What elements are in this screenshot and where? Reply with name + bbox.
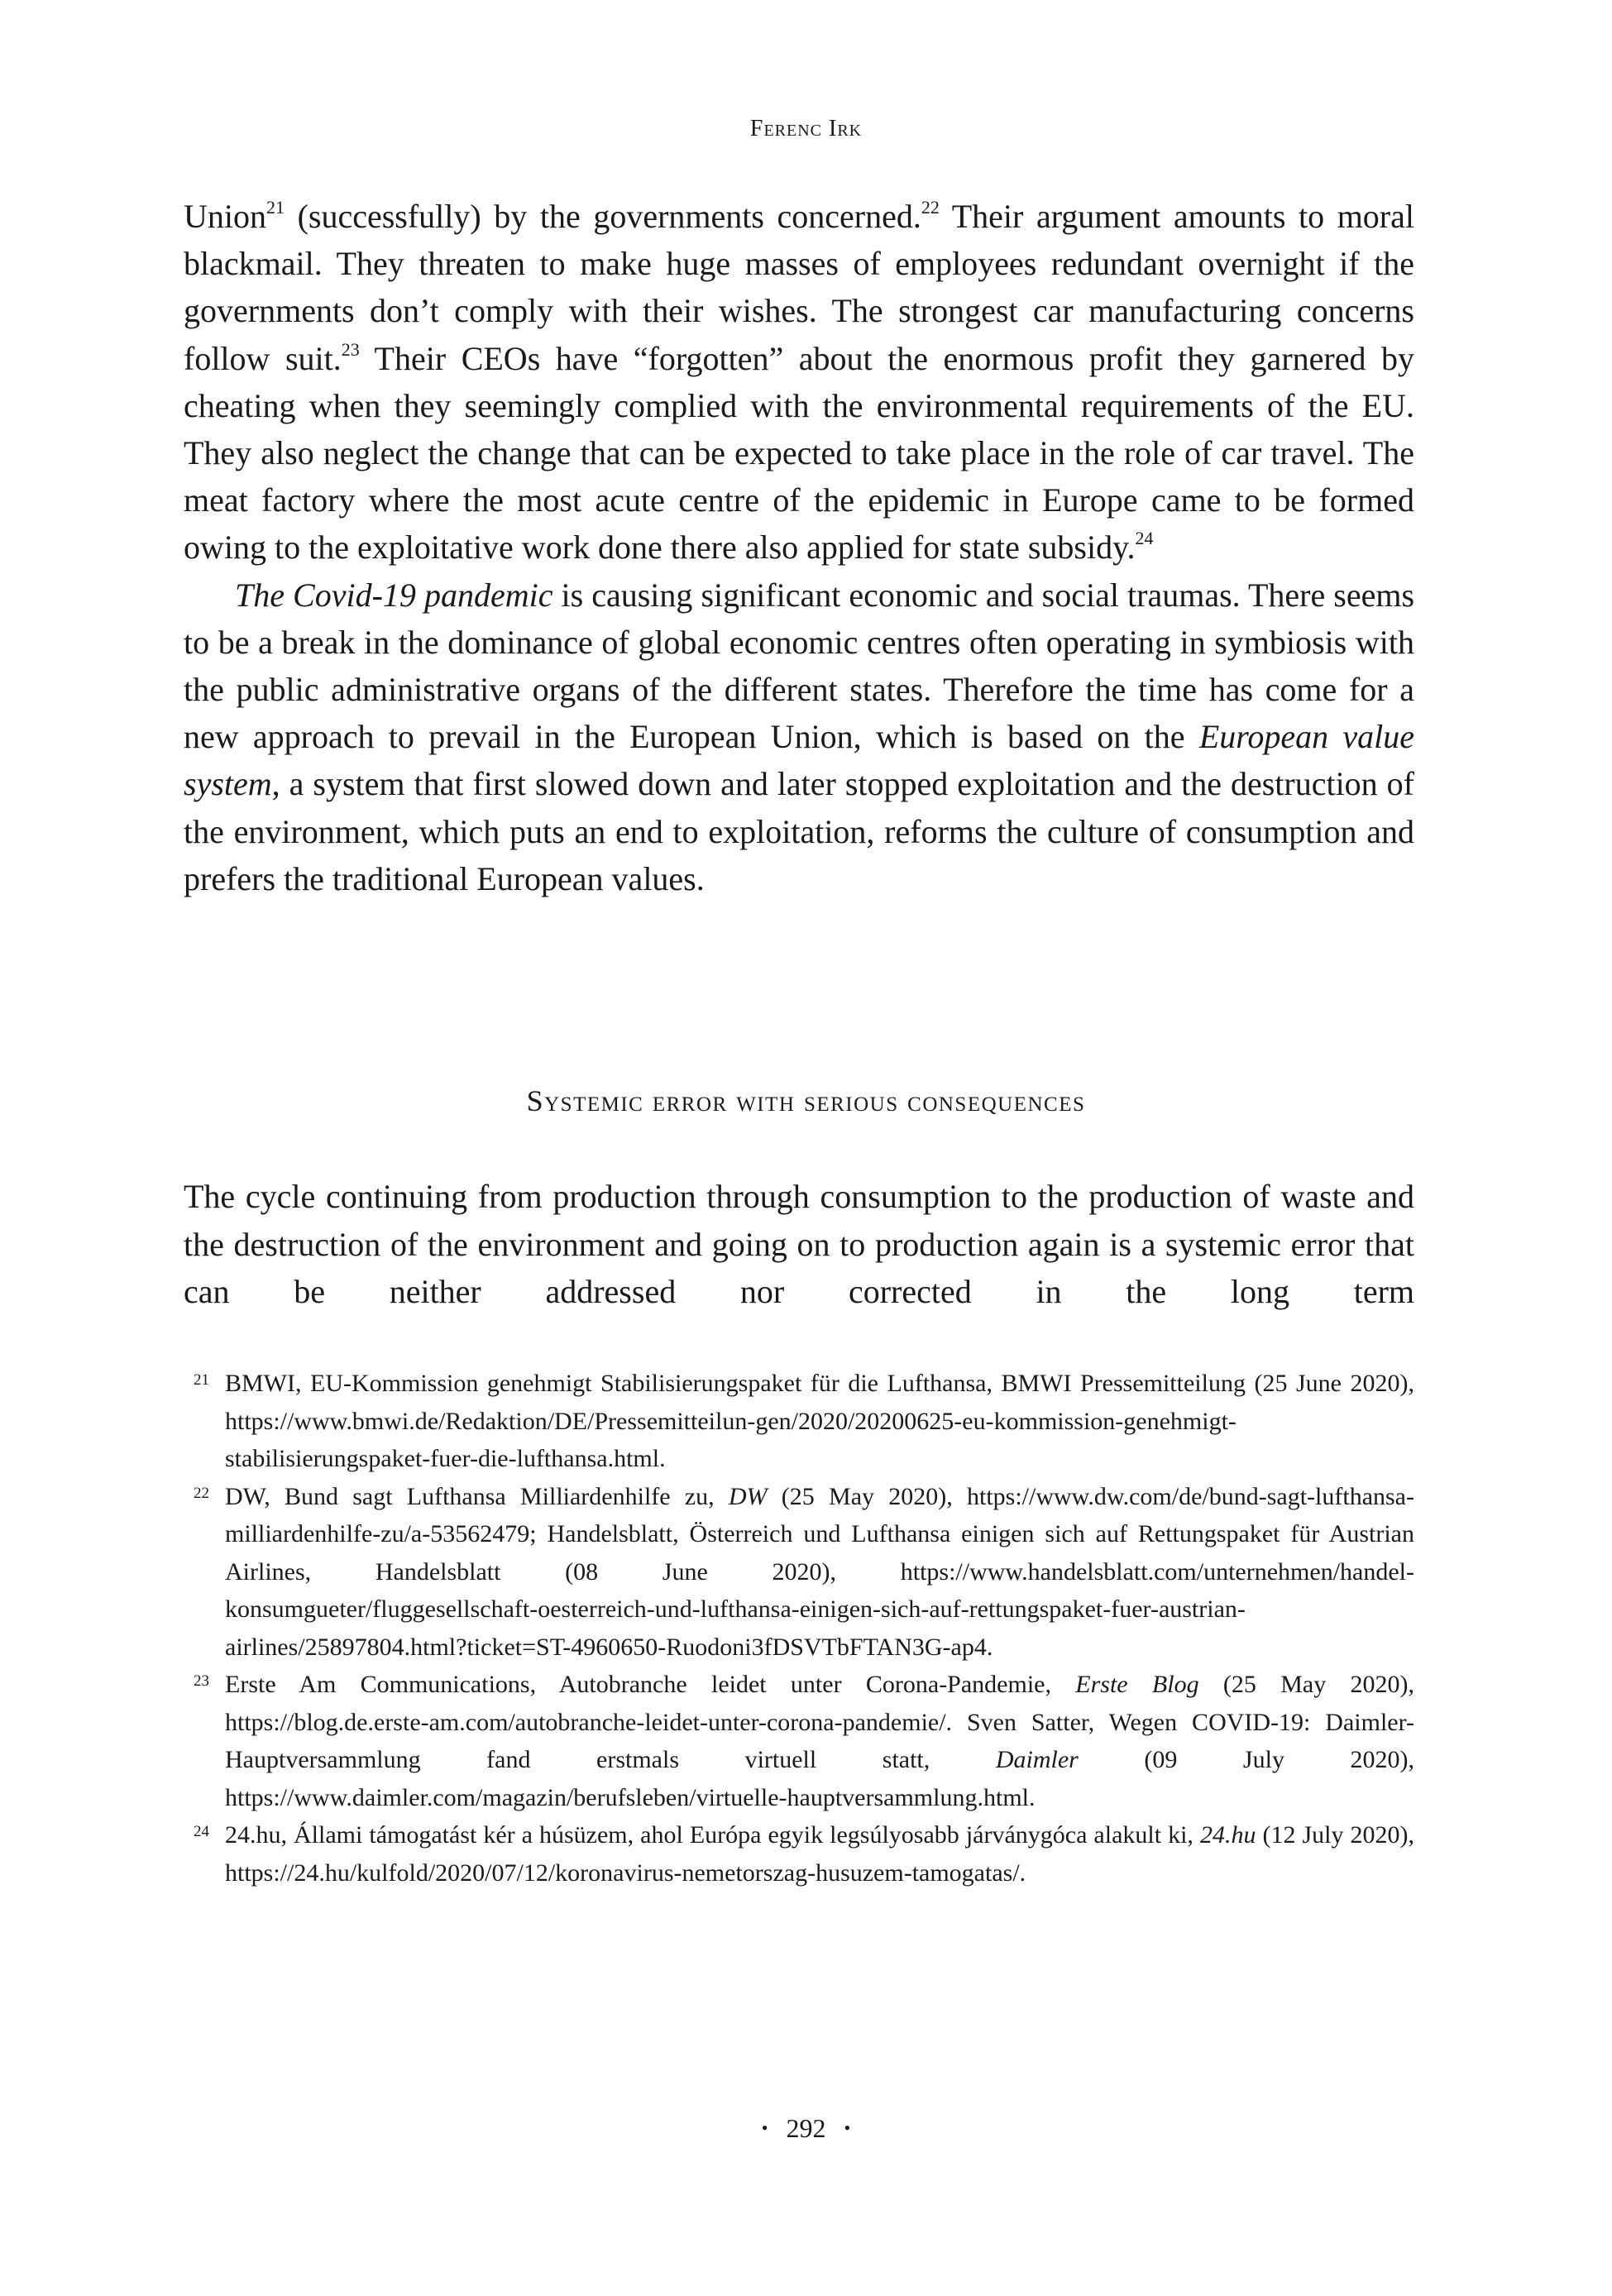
footnote — [184, 1666, 1414, 1816]
bullet-ornament-icon: • — [844, 2117, 851, 2138]
italic-text: Erste Blog — [1075, 1671, 1199, 1698]
italic-text: European value system — [184, 718, 1414, 803]
footnote — [184, 1816, 1414, 1892]
footnote — [184, 1478, 1414, 1667]
section-body-text — [184, 1173, 1414, 1316]
footnote-text: DW, Bund sagt Lufthansa Milliardenhilfe zu, DW (25 May 2020), https://www.dw.com/de/bund-sagt-lufthansa-milliardenhilfe-zu/a-53562479; Handelsblatt, Österreich und Lufthansa einigen sich auf Rettungspaket für Austrian Airlines, Handelsblatt (08 June 2020), https://www.handelsblatt.com/unternehmen/handel-konsumgueter/fluggesellschaft-oesterreich-und-lufthansa-einigen-sich-auf-rettungspaket-fuer-austrian-airlines/25897804.html?ticket=ST-4960650-Ruodoni3fDSVTbFTAN3G-ap4. — [225, 1482, 1414, 1661]
italic-text: 24.hu — [1199, 1821, 1256, 1849]
bullet-ornament-icon: • — [761, 2117, 768, 2138]
italic-text: Daimler — [995, 1746, 1079, 1773]
running-head: Ferenc Irk — [749, 116, 863, 141]
footnote — [184, 1365, 1414, 1478]
page-number: 292 — [786, 2113, 826, 2143]
footnote-text: 24.hu, Állami támogatást kér a húsüzem, ahol Európa egyik legsúlyosabb járványgóca alakult ki, 24.hu (12 July 2020), https://24.hu/kulfold/2020/07/12/koronavirus-nemetorszag-husuzem-tamogatas/. — [225, 1821, 1414, 1887]
italic-text: DW — [728, 1482, 768, 1510]
footnote-reference[interactable]: 23 — [341, 338, 360, 360]
footnote-reference[interactable]: 24 — [1135, 528, 1154, 549]
page-number-footer — [0, 2113, 1612, 2144]
footnote-number: 21 — [194, 1371, 209, 1389]
footnote-number: 24 — [194, 1823, 209, 1840]
footnote-reference[interactable]: 22 — [921, 197, 940, 218]
footnote-number: 23 — [194, 1672, 209, 1690]
paragraph: The Covid-19 pandemic is causing significant economic and social traumas. There seems to be a break in the dominance of global economic centres often operating in symbiosis with the public administrative organs of the different states. Therefore the time has come for a new approach to prevail in the European Union, which is based on the European value system, a system that first slowed down and later stopped exploitation and the destruction of the environment, which puts an end to exploitation, reforms the culture of consumption and prefers the traditional European values. — [184, 576, 1415, 897]
section-heading: Systemic error with serious consequences — [526, 1084, 1086, 1117]
italic-text: The Covid-19 pandemic — [235, 576, 553, 614]
footnote-reference[interactable]: 21 — [266, 197, 285, 218]
body-text — [184, 193, 1414, 902]
footnote-text: Erste Am Communications, Autobranche leidet unter Corona-Pandemie, Erste Blog (25 May 2020), https://blog.de.erste-am.com/autobranche-leidet-unter-corona-pandemie/. Sven Satter, Wegen COVID-19: Daimler-Hauptversammlung fand erstmals virtuell statt, Daimler (09 July 2020), https://www.daimler.com/magazin/berufsleben/virtuelle-hauptversammlung.html. — [225, 1671, 1414, 1811]
paragraph: Union$^{21}$ (successfully) by the governments concerned.$^{22}$ Their argument amounts to moral blackmail. They threaten to make huge masses of employees redundant overnight if the governments don’t comply with their wishes. The strongest car manufacturing concerns follow suit.$^{23}$ Their CEOs have “forgotten” about the enormous profit they garnered by cheating when they seemingly complied with the environmental requirements of the EU. They also neglect the change that can be expected to take place in the role of car travel. The meat factory where the most acute centre of the epidemic in Europe came to be formed owing to the exploitative work done there also applied for state subsidy.$^{24}$ — [184, 197, 1414, 567]
footnotes — [184, 1365, 1414, 1892]
footnote-text: BMWI, EU-Kommission genehmigt Stabilisierungspaket für die Lufthansa, BMWI Pressemitteilung (25 June 2020), https://www.bmwi.de/Redaktion/DE/Pressemitteilun-gen/2020/20200625-eu-kommission-genehmigt-stabilisierungspaket-fuer-die-lufthansa.html. — [225, 1370, 1414, 1472]
section-paragraph: The cycle continuing from production through consumption to the production of waste and the destruction of the environment and going on to production again is a systemic error that can be neither addressed nor corrected in the long term — [184, 1178, 1414, 1310]
footnote-number: 22 — [194, 1484, 209, 1502]
